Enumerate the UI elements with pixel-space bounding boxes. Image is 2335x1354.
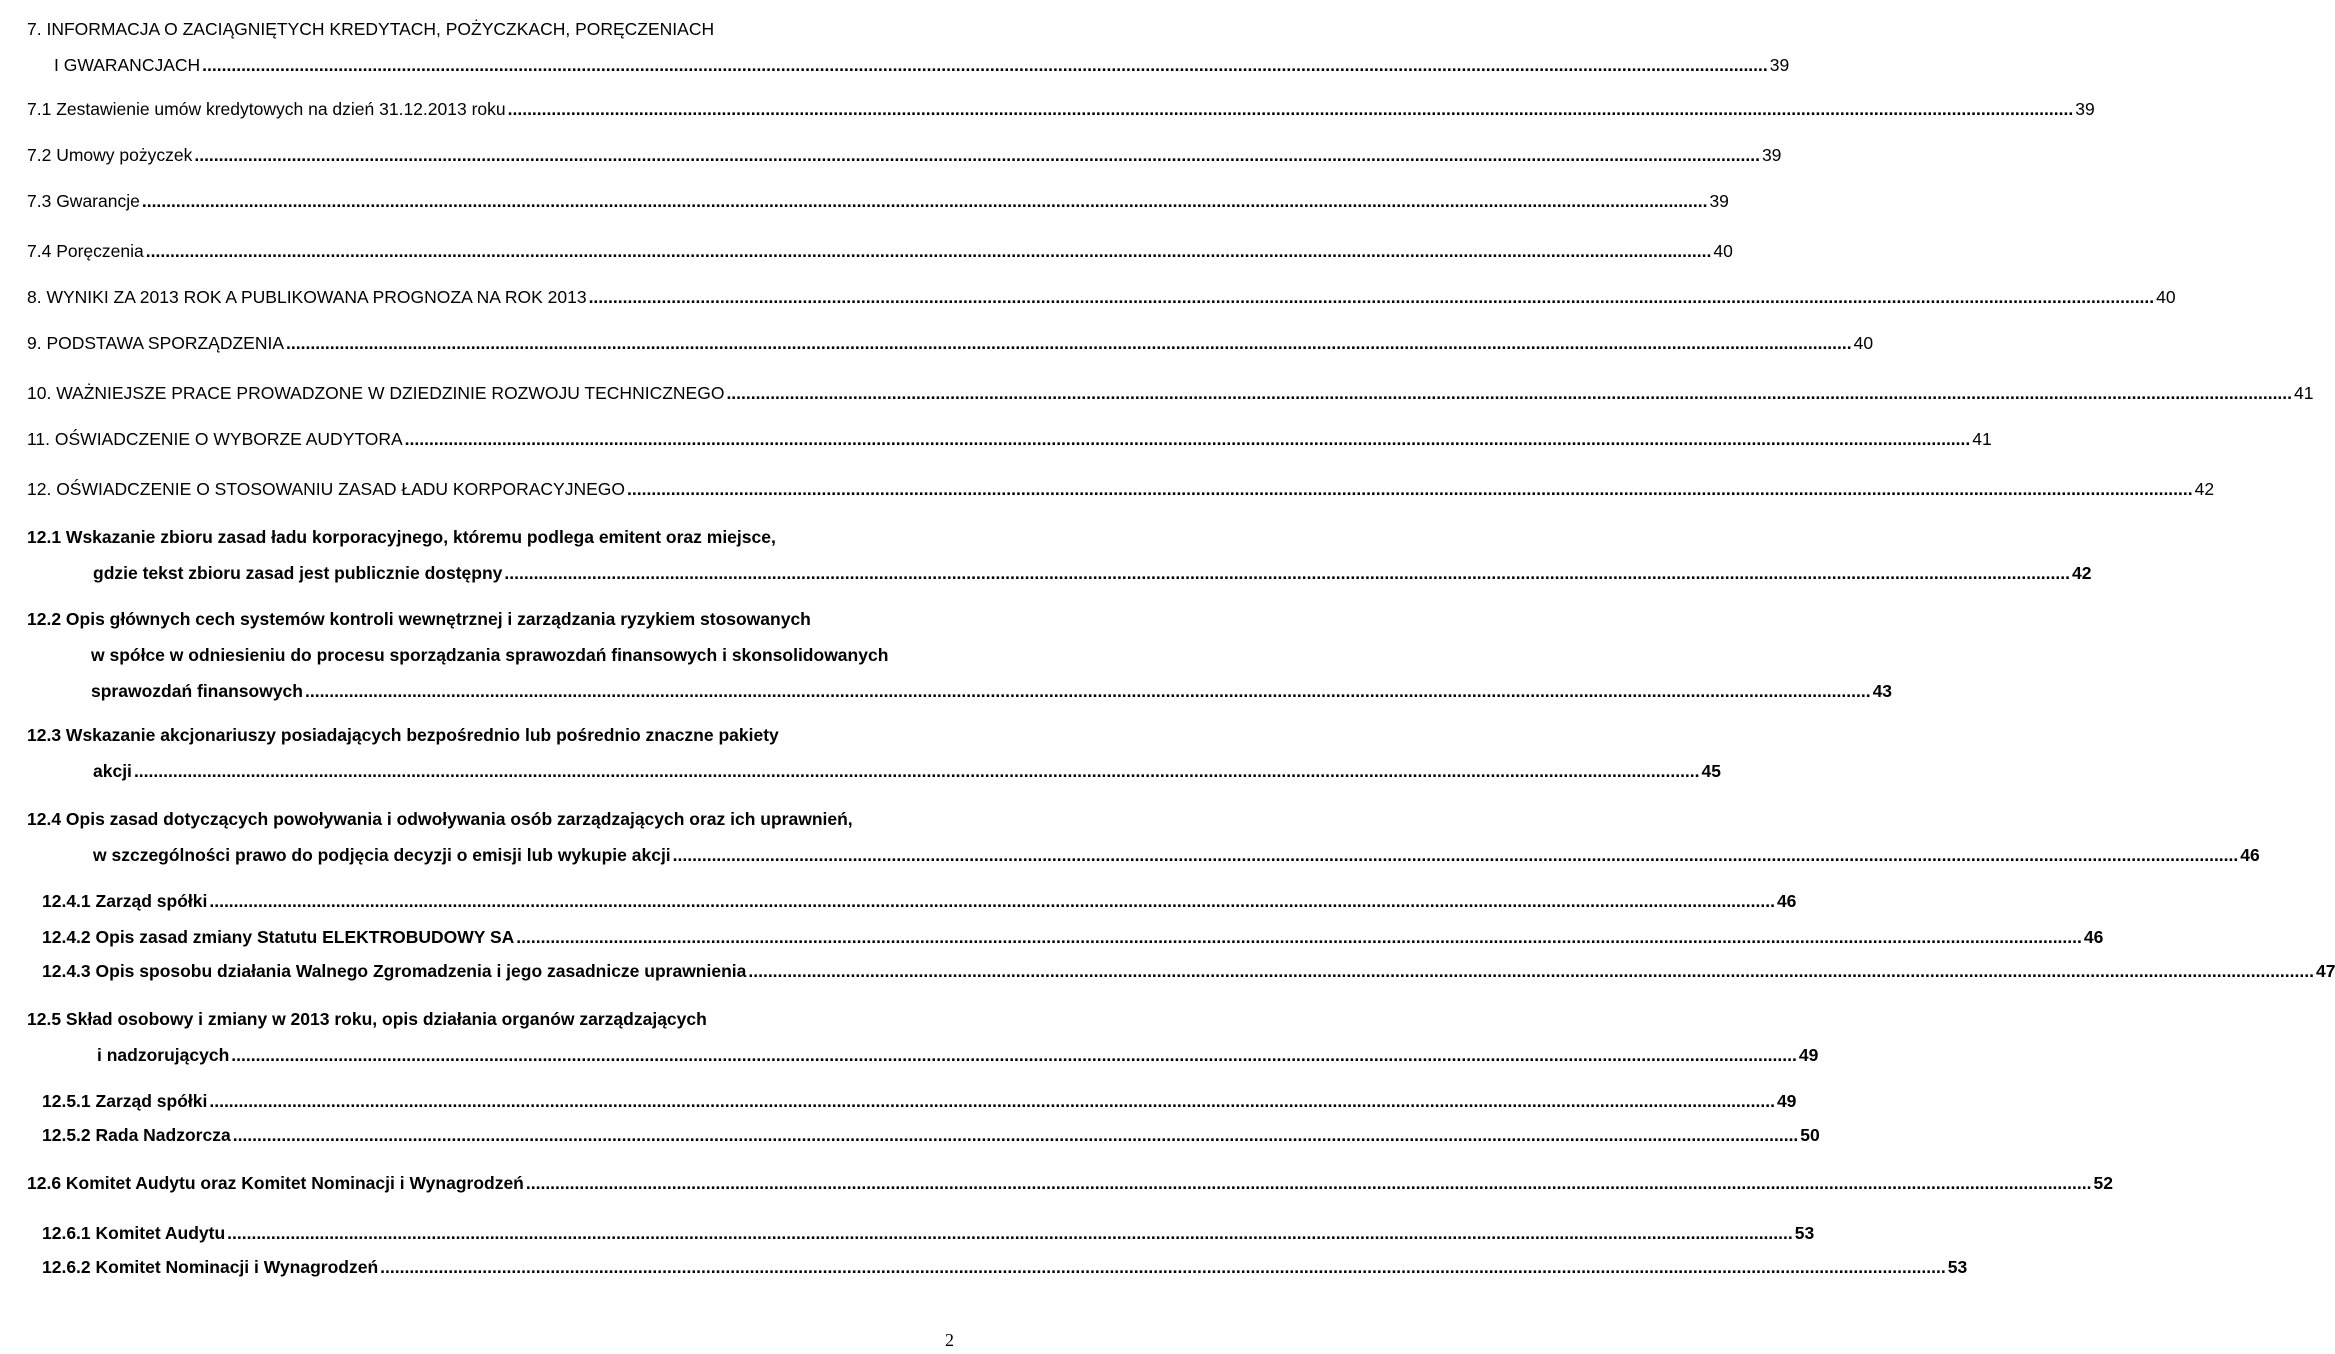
toc-entry[interactable] xyxy=(27,1158,2113,1194)
toc-entry-title: 12.6 Komitet Audytu oraz Komitet Nominacji i Wynagrodzeń xyxy=(27,1173,524,1193)
toc-page-number: 49 xyxy=(1776,1091,1797,1111)
toc-entry[interactable] xyxy=(27,994,1819,1066)
toc-dot-leader xyxy=(305,680,1871,702)
toc-dot-leader xyxy=(726,382,2292,404)
toc-page-number: 46 xyxy=(1776,891,1797,911)
toc-entry-title: 7.4 Poręczenia xyxy=(27,241,144,261)
toc-entry[interactable] xyxy=(27,594,1893,702)
toc-page-number: 47 xyxy=(2315,961,2335,981)
toc-entry-title: i nadzorujących xyxy=(97,1045,230,1065)
toc-entry-title: w spółce w odniesieniu do procesu sporządzania sprawozdań finansowych i skonsolidowanych xyxy=(91,645,889,665)
toc-page-number: 53 xyxy=(1947,1257,1968,1277)
toc-dot-leader xyxy=(504,562,2070,584)
toc-dot-leader xyxy=(209,890,1775,912)
toc-entry-title: 12.6.1 Komitet Audytu xyxy=(42,1223,226,1243)
toc-entry-title: w szczególności prawo do podjęcia decyzji o emisji lub wykupie akcji xyxy=(93,845,671,865)
toc-entry[interactable] xyxy=(42,1076,1797,1112)
toc-page-number: 42 xyxy=(2071,563,2092,583)
toc-dot-leader xyxy=(673,844,2239,866)
toc-page-number: 39 xyxy=(1761,145,1782,165)
toc-entry-title: 12.2 Opis głównych cech systemów kontroli wewnętrznej i zarządzania ryzykiem stosowanych xyxy=(27,609,811,629)
toc-page-number: 40 xyxy=(2156,287,2176,307)
toc-entry[interactable] xyxy=(42,1110,1820,1146)
toc-entry-title: 12.1 Wskazanie zbioru zasad ładu korporacyjnego, któremu podlega emitent oraz miejsce, xyxy=(27,527,776,547)
toc-entry[interactable] xyxy=(42,1242,1968,1278)
toc-entry-title: 8. WYNIKI ZA 2013 ROK A PUBLIKOWANA PROGNOZA NA ROK 2013 xyxy=(27,287,587,307)
toc-entry-title: akcji xyxy=(93,761,132,781)
toc-page-number: 45 xyxy=(1701,761,1721,781)
toc-entry[interactable] xyxy=(27,176,1729,212)
toc-dot-leader xyxy=(209,1090,1775,1112)
toc-entry-title: 7.1 Zestawienie umów kredytowych na dzień 31.12.2013 roku xyxy=(27,99,506,119)
toc-dot-leader xyxy=(526,1172,2092,1194)
toc-entry[interactable] xyxy=(27,4,1790,76)
toc-entry-title: 12.4 Opis zasad dotyczących powoływania i odwoływania osób zarządzających oraz ich uprawnień, xyxy=(27,809,853,829)
toc-entry-title: 7.3 Gwarancje xyxy=(27,191,140,211)
toc-entry[interactable] xyxy=(27,272,2176,308)
toc-entry-title: 10. WAŻNIEJSZE PRACE PROWADZONE W DZIEDZINIE ROZWOJU TECHNICZNEGO xyxy=(27,383,725,403)
toc-dot-leader xyxy=(748,960,2314,982)
toc-entry-title: 12.4.3 Opis sposobu działania Walnego Zgromadzenia i jego zasadnicze uprawnienia xyxy=(42,961,747,981)
toc-entry-title: 9. PODSTAWA SPORZĄDZENIA xyxy=(27,333,285,353)
toc-entry-title: 12.4.2 Opis zasad zmiany Statutu ELEKTROBUDOWY SA xyxy=(42,927,515,947)
toc-dot-leader xyxy=(231,1044,1797,1066)
toc-entry[interactable] xyxy=(27,226,1733,262)
toc-entry[interactable] xyxy=(27,414,1992,450)
toc-dot-leader xyxy=(589,286,2155,308)
toc-dot-leader xyxy=(227,1222,1793,1244)
toc-entry-title: 12.3 Wskazanie akcjonariuszy posiadających bezpośrednio lub pośrednio znaczne pakiety xyxy=(27,725,779,745)
toc-dot-leader xyxy=(134,760,1700,782)
toc-page-number: 42 xyxy=(2194,479,2215,499)
toc-entry-title: 12. OŚWIADCZENIE O STOSOWANIU ZASAD ŁADU KORPORACYJNEGO xyxy=(27,479,626,499)
page-number: 2 xyxy=(945,1330,954,1350)
toc-entry-title: 12.5.1 Zarząd spółki xyxy=(42,1091,208,1111)
toc-page-number: 39 xyxy=(1769,55,1790,75)
toc-entry[interactable] xyxy=(27,318,1874,354)
toc-page-number: 46 xyxy=(2083,927,2104,947)
toc-entry-title: 12.5.2 Rada Nadzorcza xyxy=(42,1125,231,1145)
toc-entry[interactable] xyxy=(27,368,2314,404)
toc-entry[interactable] xyxy=(27,710,1721,782)
toc-entry[interactable] xyxy=(42,1208,1815,1244)
toc-dot-leader xyxy=(202,54,1768,76)
toc-entry[interactable] xyxy=(42,912,2104,948)
toc-entry[interactable] xyxy=(27,512,2092,584)
toc-entry-title: 12.4.1 Zarząd spółki xyxy=(42,891,208,911)
toc-page-number: 46 xyxy=(2240,845,2260,865)
toc-entry[interactable] xyxy=(42,876,1797,912)
toc-dot-leader xyxy=(516,926,2082,948)
toc-entry-title: 12.5 Skład osobowy i zmiany w 2013 roku, opis działania organów zarządzających xyxy=(27,1009,707,1029)
toc-page-number: 53 xyxy=(1794,1223,1815,1243)
toc-page-number: 39 xyxy=(2075,99,2095,119)
toc-dot-leader xyxy=(380,1256,1946,1278)
toc-page-number: 52 xyxy=(2093,1173,2113,1193)
toc-entry-title: 12.6.2 Komitet Nominacji i Wynagrodzeń xyxy=(42,1257,379,1277)
toc-page-number: 43 xyxy=(1872,681,1893,701)
toc-entry-title: I GWARANCJACH xyxy=(54,55,201,75)
toc-entry[interactable] xyxy=(42,946,2335,982)
toc-dot-leader xyxy=(233,1124,1799,1146)
toc-page-number: 41 xyxy=(2294,383,2314,403)
toc-dot-leader xyxy=(627,478,2193,500)
toc-entry-title: 11. OŚWIADCZENIE O WYBORZE AUDYTORA xyxy=(27,429,403,449)
toc-dot-leader xyxy=(194,144,1760,166)
toc-dot-leader xyxy=(508,98,2074,120)
toc-page-number: 40 xyxy=(1713,241,1733,261)
toc-entry-title: 7.2 Umowy pożyczek xyxy=(27,145,193,165)
toc-dot-leader xyxy=(286,332,1852,354)
toc-entry-title: sprawozdań finansowych xyxy=(91,681,303,701)
toc-page-number: 41 xyxy=(1972,429,1992,449)
toc-dot-leader xyxy=(405,428,1971,450)
toc-entry[interactable] xyxy=(27,84,2095,120)
toc-page-number: 40 xyxy=(1853,333,1874,353)
toc-entry[interactable] xyxy=(27,464,2215,500)
toc-entry-title: gdzie tekst zbioru zasad jest publicznie dostępny xyxy=(93,563,503,583)
toc-entry-title: 7. INFORMACJA O ZACIĄGNIĘTYCH KREDYTACH, POŻYCZKACH, PORĘCZENIACH xyxy=(27,19,715,39)
toc-page-number: 39 xyxy=(1709,191,1729,211)
toc-page-number: 50 xyxy=(1800,1125,1820,1145)
toc-entry[interactable] xyxy=(27,130,1782,166)
toc-entry[interactable] xyxy=(27,794,2260,866)
toc-dot-leader xyxy=(146,240,1712,262)
toc-dot-leader xyxy=(142,190,1708,212)
toc-page-number: 49 xyxy=(1798,1045,1819,1065)
